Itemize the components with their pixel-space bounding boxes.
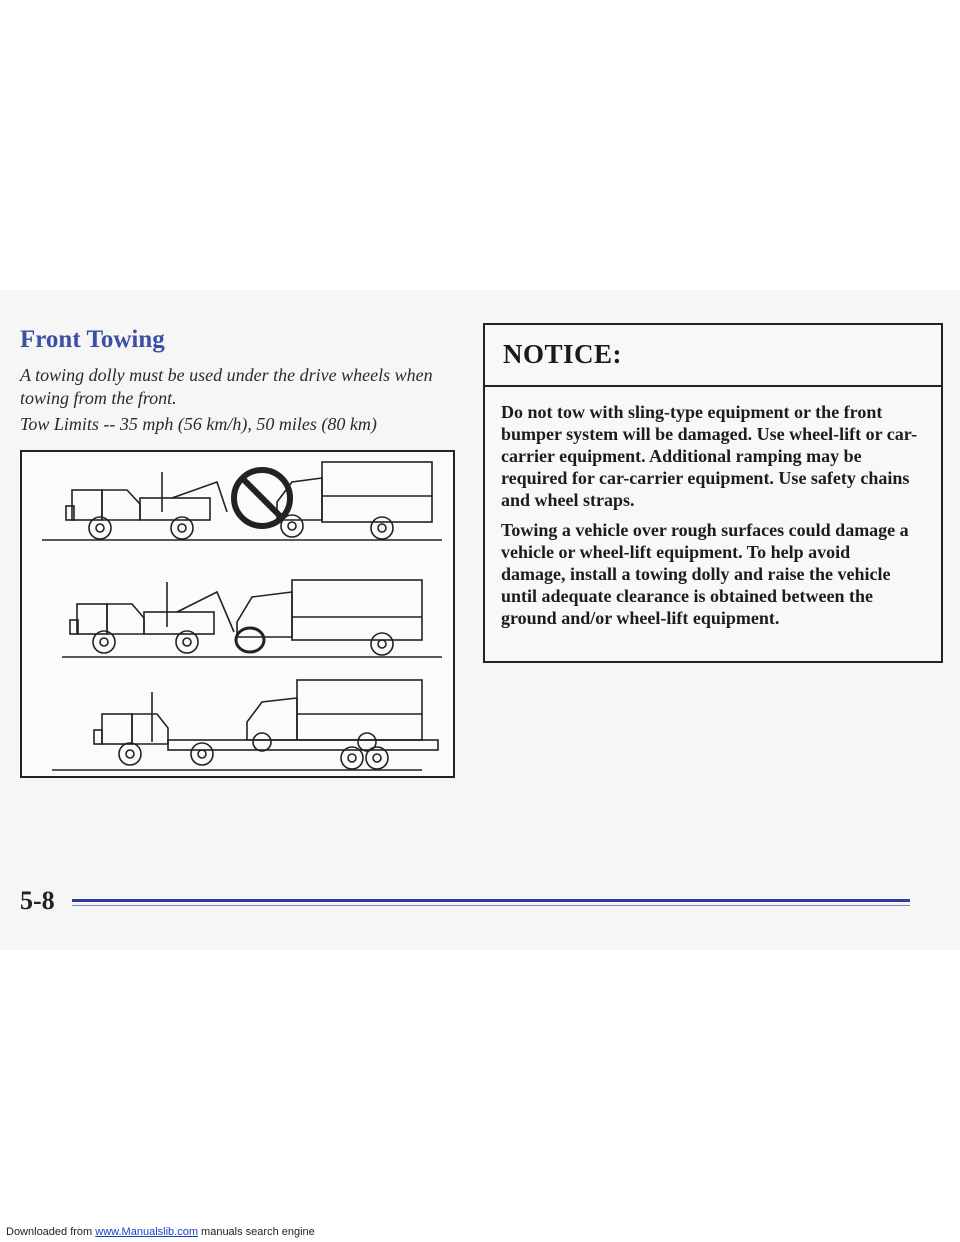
- footer-suffix: manuals search engine: [197, 1226, 315, 1238]
- tow-limits-text: Tow Limits -- 35 mph (56 km/h), 50 miles (80 km): [20, 414, 377, 434]
- footer-rule-thin: [72, 905, 910, 906]
- intro-text: A towing dolly must be used under the drive wheels when towing from the front.: [20, 365, 433, 408]
- car-carrier-row: [52, 680, 438, 770]
- section-title: Front Towing: [20, 326, 165, 353]
- sling-tow-row: [42, 462, 442, 540]
- towing-illustration-svg: [22, 452, 453, 776]
- notice-box: [483, 323, 943, 663]
- download-footer: [6, 1226, 315, 1238]
- footer-rule: [72, 899, 910, 902]
- notice-paragraph-1: Do not tow with sling-type equipment or the front bumper system will be damaged. Use wheel-lift or car-carrier equipment. Additional ramping may be required for car-carrier equipment. Use safety chains and wheel straps.: [501, 402, 918, 510]
- bottom-margin: [0, 950, 960, 1242]
- towing-illustration: [20, 450, 455, 778]
- top-margin: [0, 0, 960, 290]
- notice-body: [485, 387, 941, 629]
- prohibited-icon: [234, 470, 290, 526]
- notice-heading: NOTICE:: [485, 325, 941, 387]
- notice-paragraph-2: Towing a vehicle over rough surfaces could damage a vehicle or wheel-lift equipment. To help avoid damage, install a towing dolly and raise the vehicle until adequate clearance is obtained between the ground and/or wheel-lift equipment.: [501, 520, 909, 628]
- wheel-lift-row: [62, 580, 442, 657]
- manualslib-link[interactable]: www.Manualslib.com: [95, 1226, 198, 1238]
- footer-prefix: Downloaded from: [6, 1226, 96, 1238]
- page-number: 5-8: [20, 886, 55, 915]
